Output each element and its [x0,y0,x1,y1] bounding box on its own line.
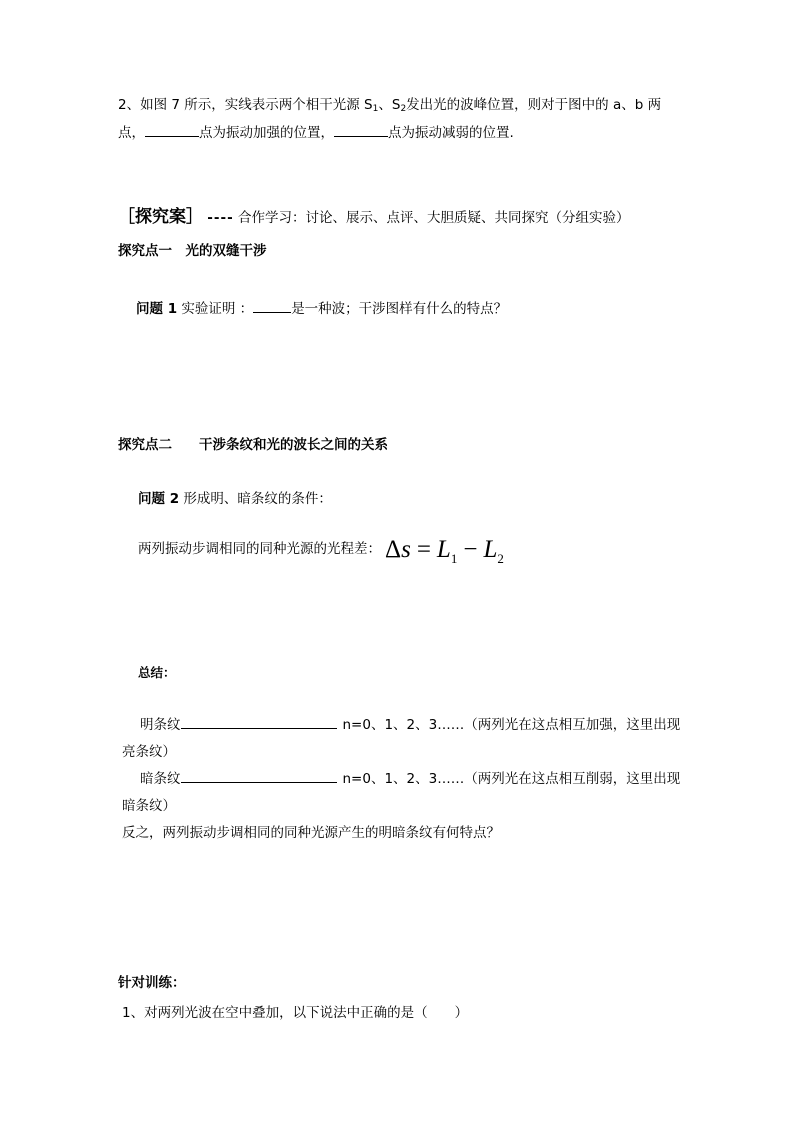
inquiry-dash: ---- [207,210,234,226]
answer-blank-light[interactable] [253,298,291,313]
answer-blank-bright[interactable] [181,714,337,729]
converse-question: 反之，两列振动步调相同的同种光源产生的明暗条纹有何特点？ [122,825,500,841]
question-2-line-2: 点， 点为振动加强的位置， 点为振动减弱的位置. [118,120,514,146]
dark-fringe-continuation: 暗条纹） [122,798,176,814]
training-question-1: 1、对两列光波在空中叠加，以下说法中正确的是（ ） [122,1005,469,1021]
dark-fringe-line: 暗条纹 n=0、1、2、3……（两列光在这点相互削弱，这里出现 [140,766,680,792]
inquiry-heading [118,204,630,231]
path-difference-formula: $\Delta s = L_1 - L_2$ [385,536,504,566]
summary-label: 总结： [138,665,176,680]
point-1-title: 探究点一 光的双缝干涉 [118,243,267,259]
answer-blank-dark[interactable] [181,768,337,783]
inquiry-subtitle: 合作学习：讨论、展示、点评、大胆质疑、共同探究（分组实验） [238,210,630,226]
inquiry-title: ［探究案］ [118,207,203,227]
answer-blank-strong[interactable] [145,122,199,137]
bright-fringe-continuation: 亮条纹） [122,744,176,760]
point-2-title: 探究点二 干涉条纹和光的波长之间的关系 [118,437,388,453]
question-2-line-1: 2、如图 7 所示，实线表示两个相干光源 $S_1$、$S_2$发出光的波峰位置，则对于图中的 a、b 两 [118,97,662,114]
training-title: 针对训练： [118,975,186,991]
question-2-conditions: 问题 2 形成明、暗条纹的条件： [138,491,332,507]
path-difference-line: 两列振动步调相同的同种光源的光程差： $\Delta s = L_1 - L_2$ [138,536,504,566]
bright-fringe-line: 明条纹 n=0、1、2、3……（两列光在这点相互加强，这里出现 [140,712,680,738]
question-1: 问题 1 实验证明 ： 是一种波；干涉图样有什么的特点？ [136,296,507,322]
answer-blank-weak[interactable] [334,122,388,137]
